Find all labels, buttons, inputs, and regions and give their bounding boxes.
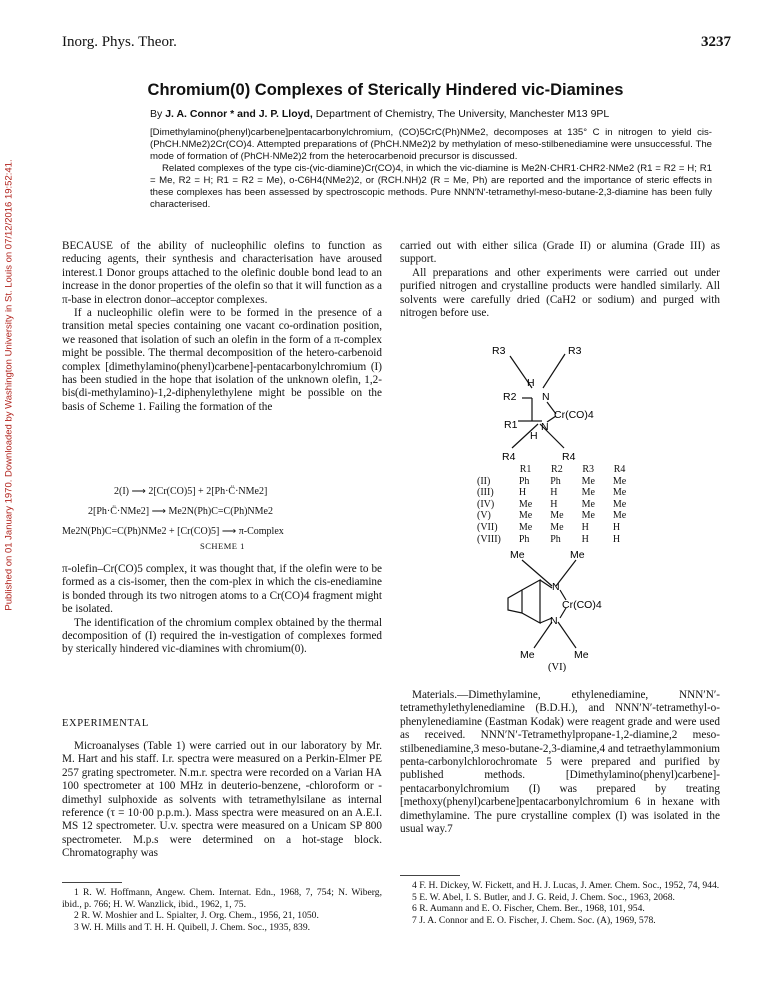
intro-paragraph-2: If a nucleophilic olefin were to be formed in the presence of a transition metal species containing one vacant co-ordination position, we reasoned that isolation of such an olefin in the form of a π-complex might be possible. The thermal decomposition of the hetero-carbenoid complex [dimethylamino(phenyl)carbene]-pentacarbonylchromium (I) has been studied in the hope that isolation of the unknown olefin, 1,2-bis(di-methylamino)-1,2-diphenylethylene might be possible on the basis of Scheme 1. Failing the formation of the (62, 307, 382, 413)
intro-paragraph-1: BECAUSE of the ability of nucleophilic olefins to function as reducing agents, their synthesis and characterisation have aroused interest.1 Donor groups attached to the olefinic double bond lead to an increase in the donor properties of the olefin so that it will function as a π-base in electron donor–acceptor complexes. (62, 240, 382, 306)
table-cell: (V) (477, 510, 491, 522)
table-cell: H (612, 521, 621, 533)
footnotes-left (62, 887, 382, 933)
table-cell: Ph (518, 533, 530, 545)
struct2-n-top: N (552, 581, 560, 593)
table-cell: Ph (550, 533, 561, 545)
table-cell: (VIII) (477, 533, 501, 545)
intro-continued (62, 563, 382, 657)
struct1-chromium: Cr(CO)4 (554, 409, 594, 421)
table-row (468, 534, 635, 546)
table-cell: Me (550, 510, 564, 522)
diamine-complex-structure (490, 336, 610, 464)
table-cell: H (550, 498, 558, 510)
experimental-text (62, 740, 382, 861)
footnote-6: 6 R. Aumann and E. O. Fischer, Chem. Ber., 1968, 101, 954. (412, 903, 645, 914)
preparation-paragraph: All preparations and other experiments were carried out under purified nitrogen and crystalline products were handled similarly. All solvents were carefully dried (CaH2 or sodium) and purged with nitrogen before use. (400, 266, 720, 320)
experimental-paragraph-1: Microanalyses (Table 1) were carried out in our laboratory by Mr. M. Hart and his staff. I.r. spectra were measured on a Perkin-Elmer PE 257 grating spectrometer. N.m.r. spectra were recorded on a Varian HA 100 spectrometer at 100 MHz in deuterio-benzene, -chloroform or -dimethyl sulphoxide as solvents with tetramethylsilane as internal reference (τ = 10·00 p.p.m.). Mass spectra were measured on an A.E.I. MS 12 spectrometer. U.v. spectra were measured on a Unicam SP 800 spectrometer. M.p.s were determined on a hot-stage block. Chromatography was (62, 740, 382, 860)
table-cell: Me (612, 510, 627, 522)
affiliation: Department of Chemistry, The University, Manchester M13 9PL (315, 108, 610, 120)
byline-prefix: By (150, 108, 163, 120)
scheme-label: SCHEME 1 (200, 541, 245, 551)
scheme-eq1-left: 2(I) (114, 486, 129, 497)
table-row (468, 522, 635, 534)
struct1-r4-right: R4 (562, 451, 576, 463)
struct1-r2: R2 (503, 391, 517, 403)
table-cell: Me (581, 487, 595, 499)
struct1-n-top: N (542, 391, 550, 403)
footnote-7: 7 J. A. Connor and E. O. Fischer, J. Chem. Soc. (A), 1969, 578. (412, 914, 656, 926)
scheme-eq2-right: Me2N(Ph)C=C(Ph)NMe2 (168, 506, 273, 517)
reaction-arrow-icon: ⟶ (151, 506, 169, 517)
abstract-paragraph-2: Related complexes of the type cis-(vic-diamine)Cr(CO)4, in which the vic-diamine is Me2N·CHR1·CHR2·NMe2 (R1 = R2 = H; R1 = Me, R2 = H; R1 = R2 = Me), o-C6H4(NMe2)2, or (RCH.NH)2 (R = Me, Ph) are reported and the importance of steric effects in these complexes has been assessed by spectroscopic methods. Pure NNN′N′-tetramethyl-meso-butane-2,3-diamine has been fully characterised. (150, 163, 712, 210)
struct2-label: (VI) (548, 662, 567, 672)
scheme-eq2-left: 2[Ph·C̈·NMe2] (88, 506, 150, 517)
footnote-3: 3 W. H. Mills and T. H. H. Quibell, J. Chem. Soc., 1935, 839. (74, 921, 311, 933)
footnote-1: 1 R. W. Hoffmann, Angew. Chem. Internat. Edn., 1968, 7, 754; N. Wiberg, ibid., p. 766; H. W. Wanzlick, ibid., 1962, 1, 75. (62, 887, 382, 910)
table-cell: Me (612, 498, 627, 510)
journal-name: Inorg. Phys. Theor. (62, 34, 177, 50)
table-header-cell: R2 (551, 464, 563, 475)
table-cell: Me (612, 487, 627, 499)
intro-paragraph-3: π-olefin–Cr(CO)5 complex, it was thought that, if the olefin were to be formed as a cis-isomer, then the com-plex in which the cis-enediamine is bonded through its two nitrogen atoms to a Cr(CO)4 fragment might be isolated. (62, 563, 382, 616)
table-header-cell: R4 (613, 464, 626, 475)
reaction-arrow-icon: ⟶ (221, 526, 239, 537)
struct1-h-top: H (527, 377, 535, 389)
struct2-n-bottom: N (550, 615, 558, 627)
table-cell: Ph (550, 475, 561, 487)
scheme-eq1-right: 2[Cr(CO)5] + 2[Ph·C̈·NMe2] (148, 486, 268, 497)
struct1-h-bottom: H (530, 430, 538, 442)
table-header-cell: R3 (582, 464, 595, 475)
struct2-me-bottom-right: Me (574, 649, 589, 661)
table-cell: (III) (477, 487, 494, 499)
table-cell: Me (581, 475, 595, 487)
table-header-cell: R1 (519, 464, 532, 475)
abstract-paragraph-1: [Dimethylamino(phenyl)carbene]pentacarbonylchromium, (CO)5CrC(Ph)NMe2, decomposes at 135° C in nitrogen to yield cis-(PhCH.NMe2)2Cr(CO)4. Attempted preparations of (PhCH.NMe2)2 by methylation of meso-stilbenediamine were unsuccessful. The mode of formation of (PhCH·NMe2)2 from the heterocarbenoid precursor is discussed. (150, 127, 712, 162)
footnote-divider-right (400, 875, 460, 876)
footnotes-right (400, 880, 720, 926)
struct1-r4-left: R4 (502, 451, 516, 463)
table-cell: (IV) (477, 498, 495, 510)
table-header-row (468, 464, 635, 476)
struct1-n-bottom: N (541, 421, 549, 433)
byline (150, 108, 609, 120)
scheme-1 (62, 480, 382, 550)
struct2-me-top-right: Me (570, 549, 585, 561)
download-notice-text: Published on 01 January 1970. Downloaded by Washington University in St. Louis on 07/12/2016 19:52:41. (3, 159, 15, 611)
struct2-me-bottom-left: Me (520, 649, 535, 661)
struct1-r1: R1 (504, 419, 518, 431)
article-title: Chromium(0) Complexes of Sterically Hindered vic-Diamines (147, 81, 624, 99)
table-cell: Ph (518, 475, 530, 487)
table-cell: Me (581, 498, 595, 510)
table-cell: Me (518, 521, 533, 533)
materials-text (400, 689, 720, 836)
table-cell: H (550, 487, 558, 499)
table-row (468, 510, 635, 522)
intro-paragraph-4: The identification of the chromium complex obtained by the thermal decomposition of (I) required the in-vestigation of complexes formed by sterically hindered vic-diamines with chromium(0). (62, 616, 382, 656)
footnote-5: 5 E. W. Abel, I. S. Butler, and J. G. Reid, J. Chem. Soc., 1963, 2068. (412, 891, 675, 903)
table-cell: H (581, 533, 589, 545)
table-cell: Me (518, 510, 533, 522)
section-heading-experimental: EXPERIMENTAL (62, 718, 149, 729)
struct1-r3-right: R3 (568, 345, 582, 357)
footnote-4: 4 F. H. Dickey, W. Fickett, and H. J. Lucas, J. Amer. Chem. Soc., 1952, 74, 944. (412, 880, 720, 891)
table-header-cell (468, 464, 510, 476)
experimental-text-right (400, 240, 720, 320)
substituent-table (468, 464, 635, 545)
authors: J. A. Connor * and J. P. Lloyd, (165, 108, 313, 120)
table-cell: Me (518, 498, 533, 510)
struct2-chromium: Cr(CO)4 (562, 599, 602, 611)
intro-text (62, 240, 382, 414)
table-cell: Me (550, 521, 564, 533)
phenylenediamine-complex-structure (500, 548, 610, 672)
abstract (150, 127, 712, 211)
table-cell: H (612, 533, 621, 545)
table-row (468, 476, 635, 488)
table-cell: Me (581, 510, 595, 522)
table-cell: Me (612, 475, 627, 487)
page-number: 3237 (701, 34, 731, 50)
table-row (468, 487, 635, 499)
support-paragraph: carried out with either silica (Grade II) or alumina (Grade III) as support. (400, 240, 720, 266)
table-cell: (VII) (477, 521, 498, 533)
struct2-me-top-left: Me (510, 549, 525, 561)
materials-paragraph: Materials.—Dimethylamine, ethylenediamine, NNN′N′-tetramethylethylenediamine (B.D.H.), and NNN′N′-tetramethyl-o-phenylenediamine (Eastman Kodak) were reagent grade and were used as received. NNN′N′-Tetramethylpropane-1,2-diamine,2 meso-stilbenediamine,3 meso-butane-2,3-diamine,4 and tetraethylammonium penta-carbonylchlorochromate 5 were prepared and purified by published methods. [Dimethylamino(phenyl)carbene]-pentacarbonylchromium (I) was prepared by treating [methoxy(phenyl)carbene]pentacarbonylchromium 6 in hexane with dimethylamine. The pure crystalline complex (I) was isolated in the usual way.7 (400, 689, 720, 836)
table-cell: (II) (477, 475, 491, 487)
scheme-eq3-right: π-Complex (238, 526, 284, 537)
scheme-eq3-left: Me2N(Ph)C=C(Ph)NMe2 + [Cr(CO)5] (62, 526, 220, 537)
reaction-arrow-icon: ⟶ (131, 486, 149, 497)
download-notice[interactable] (2, 150, 16, 620)
struct1-r3-left: R3 (492, 345, 506, 357)
footnote-divider (62, 882, 122, 883)
table-row (468, 499, 635, 511)
footnote-2: 2 R. W. Moshier and L. Spialter, J. Org. Chem., 1956, 21, 1050. (74, 910, 319, 921)
table-cell: H (518, 487, 527, 499)
table-cell: H (581, 521, 589, 533)
